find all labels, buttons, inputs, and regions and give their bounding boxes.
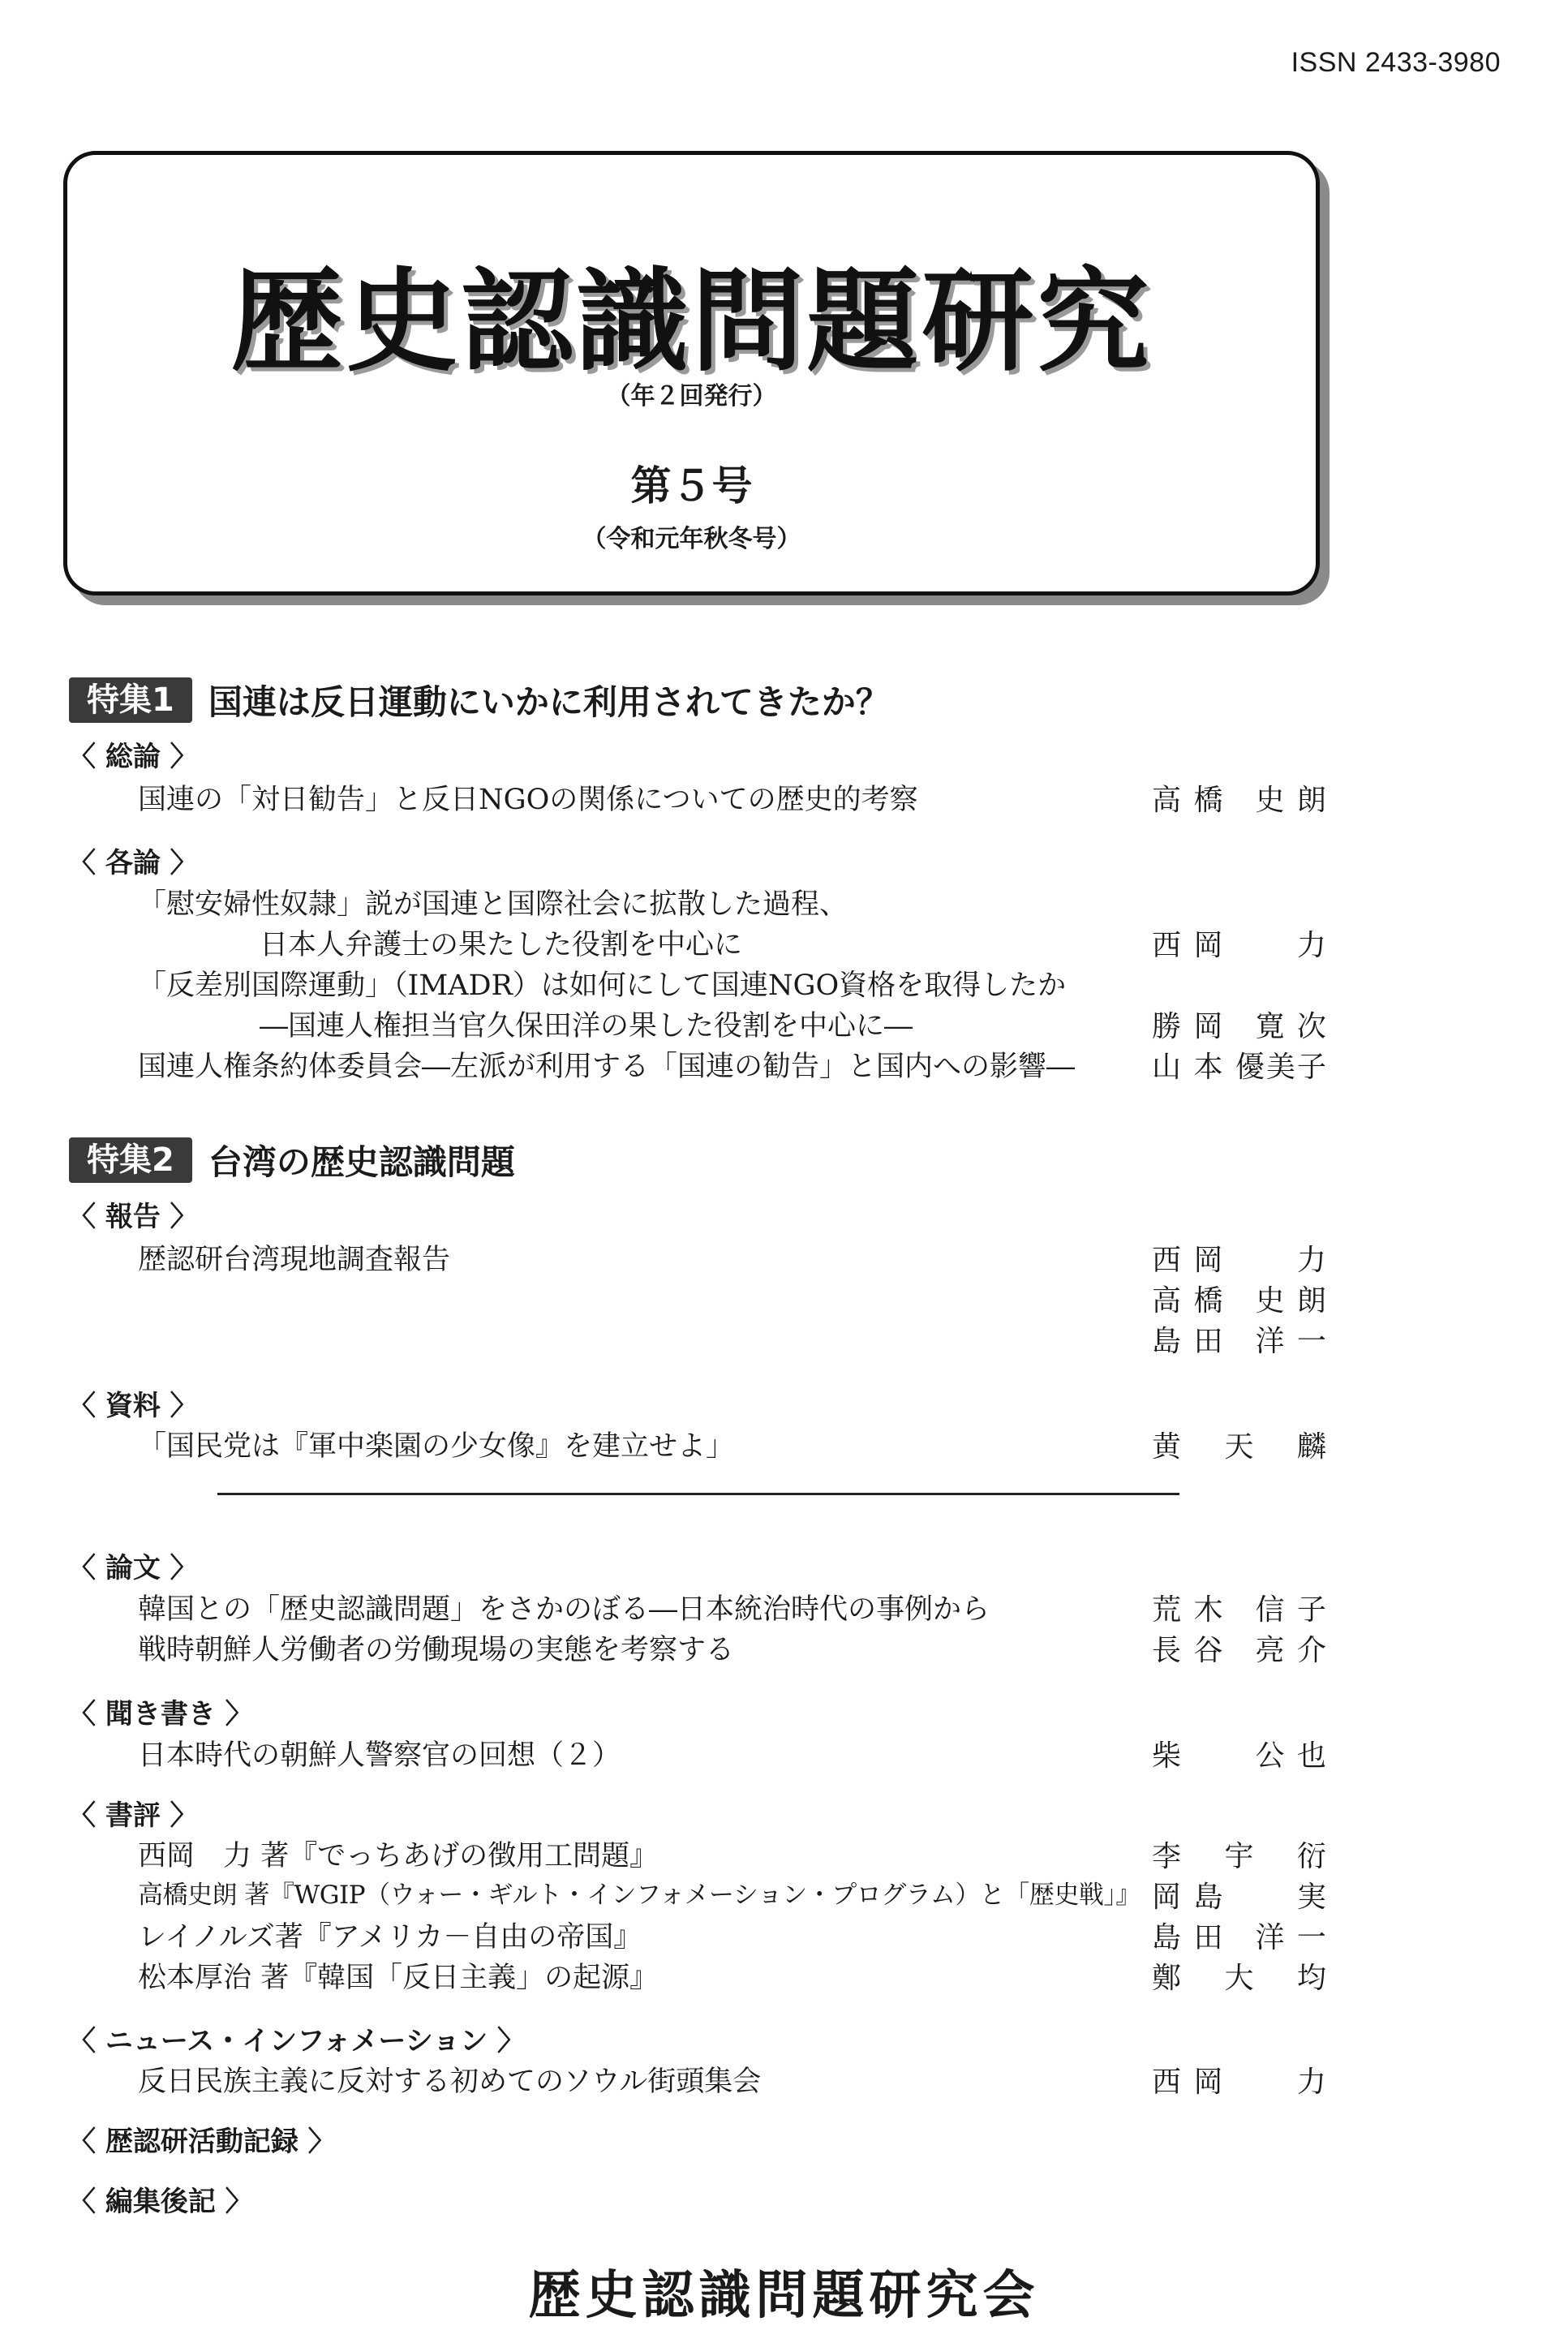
entry-title: 国連人権条約体委員会―左派が利用する「国連の勧告」と国内への影響― bbox=[138, 1051, 1076, 1083]
entry-author: 長 谷 亮 介 bbox=[1152, 1634, 1328, 1667]
toc-entry bbox=[138, 1278, 1328, 1318]
entry-title: レイノルズ著『アメリカ－自由の帝国』 bbox=[138, 1921, 642, 1954]
entry-author: 鄭 大 均 bbox=[1152, 1962, 1328, 1995]
issue-number: 第５号 bbox=[630, 462, 753, 509]
toc-entry bbox=[138, 1733, 1328, 1773]
reviews-label: 〈 書評 〉 bbox=[68, 1799, 198, 1832]
entry-title: 「反差別国際運動」（IMADR）は如何にして国連NGO資格を取得したか bbox=[138, 969, 1067, 1002]
section-divider bbox=[217, 1493, 1179, 1495]
articles-label: 〈 各論 〉 bbox=[68, 847, 198, 879]
feature2-title: 台湾の歴史認識問題 bbox=[208, 1142, 515, 1182]
entry-author: 西 岡 力 bbox=[1152, 2066, 1328, 2099]
afterword-label: 〈 編集後記 〉 bbox=[68, 2186, 253, 2218]
entry-title: 松本厚治 著『韓国「反日主義」の起源』 bbox=[138, 1962, 659, 1994]
toc-entry bbox=[138, 1587, 1328, 1627]
toc-entry bbox=[138, 1955, 1328, 1996]
activity-log-label: 〈 歴認研活動記録 〉 bbox=[68, 2126, 336, 2158]
issue-season: （令和元年秋冬号） bbox=[582, 525, 801, 553]
feature1-badge: 特集1 bbox=[69, 677, 192, 723]
entry-author: 黄 天 麟 bbox=[1152, 1430, 1328, 1464]
entry-title: 歴認研台湾現地調査報告 bbox=[138, 1244, 451, 1276]
entry-title: 国連の「対日勧告」と反日NGOの関係についての歴史的考察 bbox=[138, 784, 918, 816]
entry-author: 柴 公 也 bbox=[1152, 1739, 1328, 1773]
entry-author: 高 橋 史 朗 bbox=[1152, 784, 1328, 817]
entry-title: 日本時代の朝鮮人警察官の回想（２） bbox=[138, 1739, 621, 1772]
toc-entry bbox=[138, 1044, 1328, 1085]
toc-entry bbox=[138, 1237, 1328, 1278]
toc-entry bbox=[138, 1834, 1328, 1874]
entry-title: 高橋史朗 著『WGIP（ウォー・ギルト・インフォメーション・プログラム）と「歴史戦」』 bbox=[138, 1881, 1141, 1910]
entry-title: ―国連人権担当官久保田洋の果した役割を中心に― bbox=[260, 1010, 913, 1043]
toc-entry bbox=[138, 1004, 1328, 1044]
toc-entry bbox=[138, 1424, 1328, 1464]
interview-label: 〈 聞き書き 〉 bbox=[68, 1698, 253, 1730]
feature2-badge: 特集2 bbox=[69, 1137, 192, 1183]
toc-entry bbox=[138, 1874, 1328, 1915]
entry-author: 山 本 優美子 bbox=[1152, 1051, 1328, 1084]
toc-entry bbox=[138, 882, 1322, 922]
toc-entry bbox=[138, 963, 1322, 1004]
entry-title: 韓国との「歴史認識問題」をさかのぼる―日本統治時代の事例から bbox=[138, 1593, 990, 1626]
report-label: 〈 報告 〉 bbox=[68, 1201, 198, 1233]
toc-entry bbox=[138, 1915, 1328, 1955]
feature1-title: 国連は反日運動にいかに利用されてきたか？ bbox=[208, 682, 890, 722]
entry-title: 戦時朝鮮人労働者の労働現場の実態を考察する bbox=[138, 1634, 735, 1666]
entry-author: 勝 岡 寛 次 bbox=[1152, 1010, 1328, 1043]
entry-title: 日本人弁護士の果たした役割を中心に bbox=[260, 929, 743, 961]
publisher-name: 歴史認識問題研究会 bbox=[528, 2266, 1040, 2326]
entry-title: 西岡 力 著『でっちあげの徴用工問題』 bbox=[138, 1840, 659, 1872]
overview-label: 〈 総論 〉 bbox=[68, 741, 198, 773]
entry-author: 荒 木 信 子 bbox=[1152, 1593, 1328, 1627]
masthead-box bbox=[63, 151, 1320, 595]
toc-entry bbox=[138, 1318, 1328, 1359]
entry-author: 西 岡 力 bbox=[1152, 929, 1328, 962]
entry-author: 島 田 洋 一 bbox=[1152, 1325, 1328, 1358]
entry-title: 「慰安婦性奴隷」説が国連と国際社会に拡散した過程、 bbox=[138, 888, 848, 921]
feature2-heading bbox=[69, 1137, 515, 1183]
toc-entry bbox=[138, 2059, 1328, 2100]
toc-entry bbox=[138, 777, 1328, 818]
toc-entry bbox=[138, 1627, 1328, 1668]
entry-author: 島 田 洋 一 bbox=[1152, 1921, 1328, 1954]
entry-author: 高 橋 史 朗 bbox=[1152, 1284, 1328, 1318]
entry-author: 李 宇 衍 bbox=[1152, 1840, 1328, 1873]
feature1-heading bbox=[69, 677, 890, 723]
journal-title: 歴史認識問題研究 bbox=[230, 256, 1153, 387]
entry-title: 「国民党は『軍中楽園の少女像』を建立せよ」 bbox=[138, 1430, 735, 1463]
news-label: 〈 ニュース・インフォメーション 〉 bbox=[68, 2025, 525, 2057]
entry-author: 西 岡 力 bbox=[1152, 1244, 1328, 1277]
materials-label: 〈 資料 〉 bbox=[68, 1390, 198, 1422]
issn-number: ISSN 2433-3980 bbox=[1291, 47, 1501, 78]
entry-author: 岡 島 実 bbox=[1152, 1881, 1328, 1914]
toc-entry bbox=[138, 922, 1328, 963]
papers-label: 〈 論文 〉 bbox=[68, 1552, 198, 1584]
entry-title: 反日民族主義に反対する初めてのソウル街頭集会 bbox=[138, 2066, 762, 2098]
publication-frequency: （年２回発行） bbox=[606, 382, 777, 411]
